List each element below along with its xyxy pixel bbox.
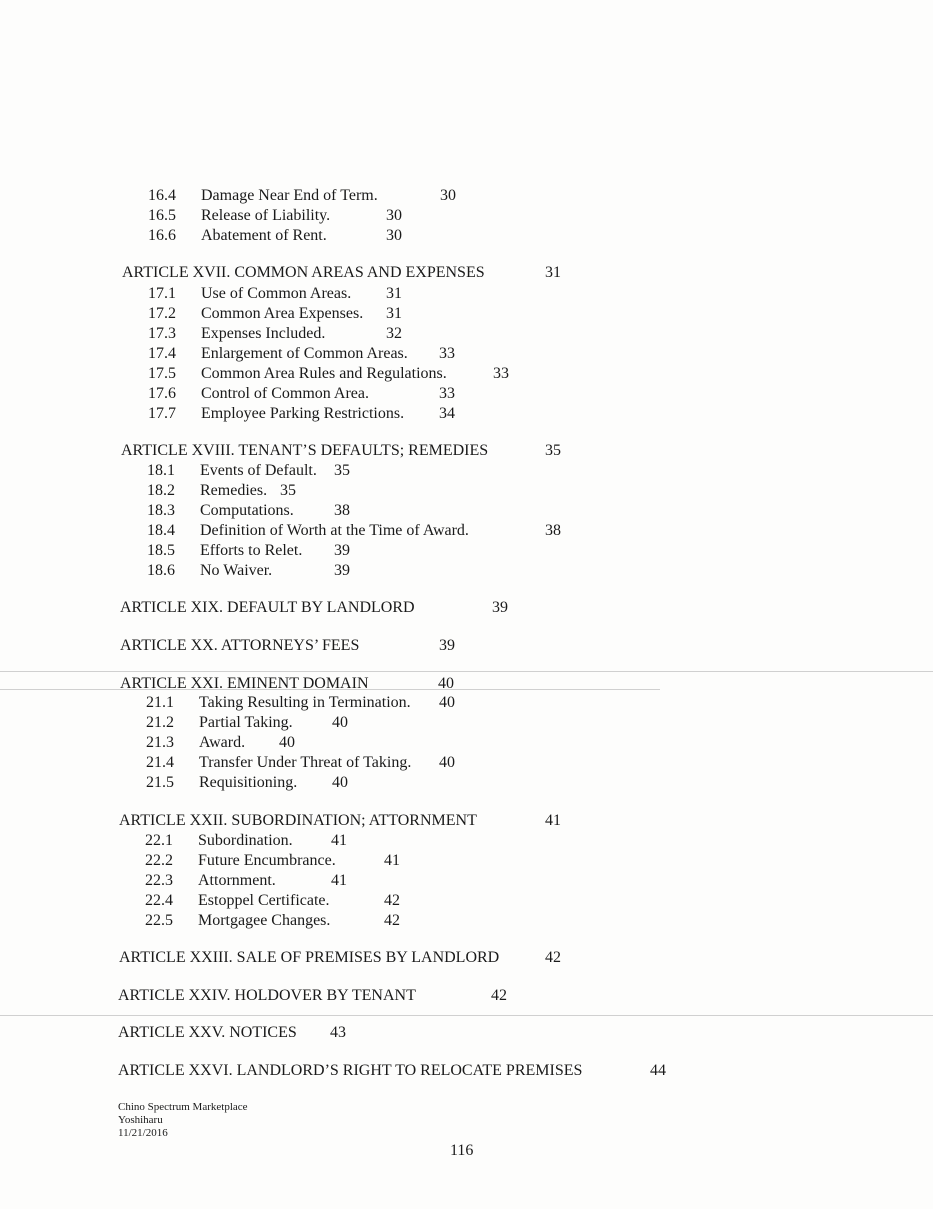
toc-page-number: 33: [493, 365, 509, 382]
toc-page-number: 39: [334, 562, 350, 579]
toc-section-number: 21.4: [146, 754, 174, 771]
toc-page-number: 41: [384, 852, 400, 869]
toc-page-number: 42: [491, 987, 507, 1004]
toc-page-number: 41: [331, 832, 347, 849]
toc-section-number: 18.5: [147, 542, 175, 559]
toc-page-number: 41: [331, 872, 347, 889]
toc-page-number: 39: [492, 599, 508, 616]
toc-page-number: 42: [545, 949, 561, 966]
toc-section-number: 16.6: [148, 227, 176, 244]
toc-section-title: Definition of Worth at the Time of Award.: [200, 522, 469, 539]
footer-project-name: Chino Spectrum Marketplace: [118, 1101, 248, 1113]
toc-article-title: ARTICLE XXVI. LANDLORD’S RIGHT TO RELOCATE PREMISES: [118, 1062, 583, 1079]
toc-page-number: 40: [439, 694, 455, 711]
toc-section-number: 22.1: [145, 832, 173, 849]
toc-page-number: 31: [386, 305, 402, 322]
toc-page-number: 30: [386, 207, 402, 224]
toc-section-number: 22.2: [145, 852, 173, 869]
toc-article-title: ARTICLE XVIII. TENANT’S DEFAULTS; REMEDIES: [121, 442, 489, 459]
toc-section-title: Remedies.: [200, 482, 268, 499]
toc-page-number: 40: [438, 675, 454, 692]
toc-section-number: 18.1: [147, 462, 175, 479]
toc-section-number: 21.1: [146, 694, 174, 711]
toc-section-title: Use of Common Areas.: [201, 285, 352, 302]
toc-section-title: Expenses Included.: [201, 325, 326, 342]
toc-page-number: 40: [439, 754, 455, 771]
toc-section-number: 21.5: [146, 774, 174, 791]
toc-page-number: 40: [332, 774, 348, 791]
toc-section-title: Common Area Rules and Regulations.: [201, 365, 447, 382]
toc-section-number: 17.2: [148, 305, 176, 322]
toc-section-number: 22.5: [145, 912, 173, 929]
toc-section-number: 17.3: [148, 325, 176, 342]
toc-page-number: 31: [545, 264, 561, 281]
toc-section-title: Estoppel Certificate.: [198, 892, 330, 909]
toc-page-number: 32: [386, 325, 402, 342]
toc-page-number: 34: [439, 405, 455, 422]
toc-section-number: 17.1: [148, 285, 176, 302]
scan-artifact-line: [0, 671, 933, 672]
toc-section-number: 18.3: [147, 502, 175, 519]
toc-section-title: Award.: [199, 734, 246, 751]
toc-page-number: 39: [439, 637, 455, 654]
toc-article-title: ARTICLE XX. ATTORNEYS’ FEES: [120, 637, 360, 654]
toc-page-number: 35: [545, 442, 561, 459]
toc-section-title: Abatement of Rent.: [201, 227, 327, 244]
toc-article-title: ARTICLE XXIV. HOLDOVER BY TENANT: [118, 987, 416, 1004]
toc-section-title: Enlargement of Common Areas.: [201, 345, 408, 362]
toc-section-title: Transfer Under Threat of Taking.: [199, 754, 412, 771]
toc-article-title: ARTICLE XXV. NOTICES: [118, 1024, 297, 1041]
toc-article-title: ARTICLE XXIII. SALE OF PREMISES BY LANDLORD: [119, 949, 500, 966]
toc-page-number: 38: [545, 522, 561, 539]
toc-section-title: Future Encumbrance.: [198, 852, 336, 869]
toc-section-number: 21.3: [146, 734, 174, 751]
toc-article-title: ARTICLE XXII. SUBORDINATION; ATTORNMENT: [119, 812, 477, 829]
toc-section-title: Efforts to Relet.: [200, 542, 303, 559]
toc-section-number: 22.3: [145, 872, 173, 889]
toc-section-title: Subordination.: [198, 832, 293, 849]
toc-page-number: 44: [650, 1062, 666, 1079]
toc-section-number: 16.5: [148, 207, 176, 224]
toc-section-number: 18.2: [147, 482, 175, 499]
toc-section-title: Release of Liability.: [201, 207, 331, 224]
toc-page-number: 30: [440, 187, 456, 204]
toc-section-number: 17.4: [148, 345, 176, 362]
toc-page-number: 35: [334, 462, 350, 479]
toc-section-number: 17.6: [148, 385, 176, 402]
toc-section-title: Attornment.: [198, 872, 276, 889]
toc-section-number: 17.7: [148, 405, 176, 422]
footer-tenant-name: Yoshiharu: [118, 1114, 163, 1126]
toc-section-title: Control of Common Area.: [201, 385, 369, 402]
toc-page-number: 40: [332, 714, 348, 731]
toc-section-title: Computations.: [200, 502, 294, 519]
toc-page-number: 33: [439, 385, 455, 402]
toc-page-number: 38: [334, 502, 350, 519]
toc-article-title: ARTICLE XIX. DEFAULT BY LANDLORD: [120, 599, 415, 616]
toc-section-title: Employee Parking Restrictions.: [201, 405, 405, 422]
toc-article-title: ARTICLE XVII. COMMON AREAS AND EXPENSES: [122, 264, 485, 281]
footer-date: 11/21/2016: [118, 1127, 168, 1139]
toc-page-number: 42: [384, 892, 400, 909]
page-number: 116: [450, 1142, 474, 1159]
toc-section-number: 18.6: [147, 562, 175, 579]
scan-artifact-line: [0, 1015, 933, 1016]
toc-page-number: 33: [439, 345, 455, 362]
toc-section-title: Damage Near End of Term.: [201, 187, 378, 204]
toc-page-number: 35: [280, 482, 296, 499]
toc-section-number: 21.2: [146, 714, 174, 731]
toc-section-title: No Waiver.: [200, 562, 273, 579]
toc-page-number: 42: [384, 912, 400, 929]
toc-page-number: 41: [545, 812, 561, 829]
toc-section-number: 16.4: [148, 187, 176, 204]
toc-section-title: Events of Default.: [200, 462, 317, 479]
toc-page-number: 40: [279, 734, 295, 751]
toc-section-title: Taking Resulting in Termination.: [199, 694, 411, 711]
toc-page-number: 31: [386, 285, 402, 302]
toc-page-number: 43: [330, 1024, 346, 1041]
toc-page-number: 39: [334, 542, 350, 559]
toc-section-title: Mortgagee Changes.: [198, 912, 331, 929]
toc-section-number: 22.4: [145, 892, 173, 909]
toc-section-number: 17.5: [148, 365, 176, 382]
toc-article-title: ARTICLE XXI. EMINENT DOMAIN: [120, 675, 369, 692]
toc-page-number: 30: [386, 227, 402, 244]
toc-section-title: Requisitioning.: [199, 774, 298, 791]
toc-section-title: Partial Taking.: [199, 714, 293, 731]
toc-section-number: 18.4: [147, 522, 175, 539]
toc-section-title: Common Area Expenses.: [201, 305, 364, 322]
